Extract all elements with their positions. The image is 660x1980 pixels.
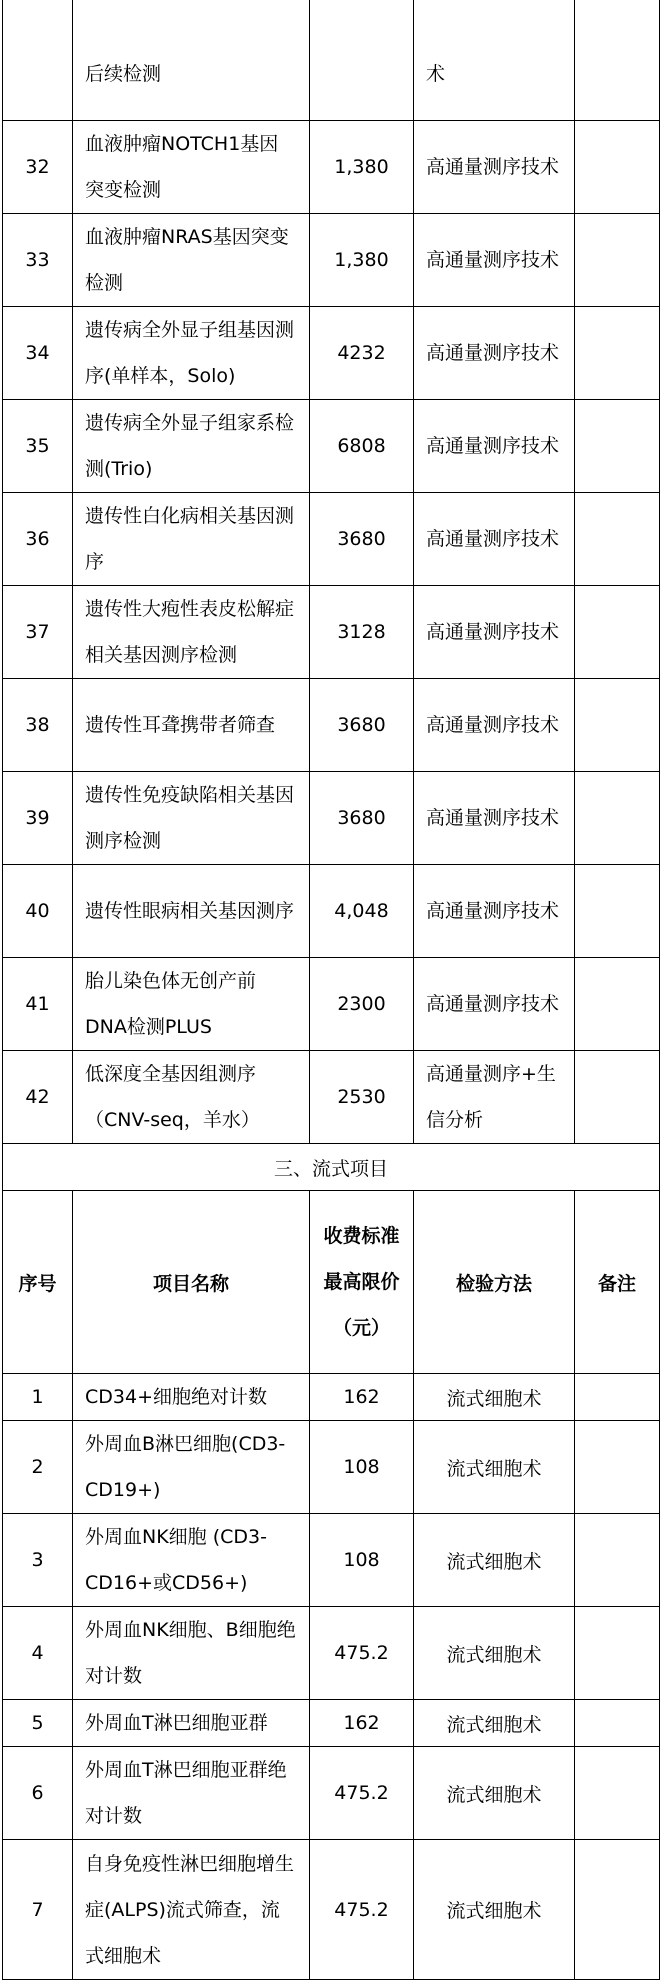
- table-row: [3, 1607, 660, 1700]
- row-number: 35: [3, 400, 73, 493]
- item-price: [310, 0, 414, 121]
- item-price: 4232: [310, 307, 414, 400]
- row-number: 34: [3, 307, 73, 400]
- price-table: [2, 0, 660, 1980]
- table-row: [3, 0, 660, 121]
- item-price: 3680: [310, 493, 414, 586]
- item-name: 遗传性大疱性表皮松解症相关基因测序检测: [73, 586, 310, 679]
- row-number: 32: [3, 121, 73, 214]
- item-price: 4,048: [310, 865, 414, 958]
- item-name: 遗传性免疫缺陷相关基因测序检测: [73, 772, 310, 865]
- item-price: 3680: [310, 772, 414, 865]
- item-price: 6808: [310, 400, 414, 493]
- item-method: 高通量测序+生信分析: [414, 1051, 575, 1144]
- item-method: 高通量测序技术: [414, 865, 575, 958]
- item-note: [575, 679, 660, 772]
- table-row: [3, 493, 660, 586]
- item-note: [575, 586, 660, 679]
- item-method: 流式细胞术: [414, 1747, 575, 1840]
- row-number: 1: [3, 1374, 73, 1421]
- item-note: [575, 400, 660, 493]
- row-number: 42: [3, 1051, 73, 1144]
- item-name: 遗传性白化病相关基因测序: [73, 493, 310, 586]
- item-name: 外周血NK细胞、B细胞绝对计数: [73, 1607, 310, 1700]
- table-row: [3, 121, 660, 214]
- item-price: 3680: [310, 679, 414, 772]
- table-header-row: [3, 1191, 660, 1374]
- item-price: 475.2: [310, 1840, 414, 1980]
- header-no: 序号: [3, 1191, 73, 1374]
- item-note: [575, 1051, 660, 1144]
- item-name: 胎儿染色体无创产前DNA检测PLUS: [73, 958, 310, 1051]
- row-number: 41: [3, 958, 73, 1051]
- item-note: [575, 1607, 660, 1700]
- item-method: 流式细胞术: [414, 1607, 575, 1700]
- item-price: 2530: [310, 1051, 414, 1144]
- item-method: 术: [414, 0, 575, 121]
- table-row: [3, 586, 660, 679]
- item-price: 1,380: [310, 214, 414, 307]
- item-note: [575, 0, 660, 121]
- item-price: 162: [310, 1374, 414, 1421]
- row-number: 40: [3, 865, 73, 958]
- item-price: 162: [310, 1700, 414, 1747]
- table-row: [3, 865, 660, 958]
- item-price: 475.2: [310, 1607, 414, 1700]
- item-name: CD34+细胞绝对计数: [73, 1374, 310, 1421]
- item-name: 后续检测: [73, 0, 310, 121]
- table-row: [3, 1421, 660, 1514]
- table-row: [3, 400, 660, 493]
- table-row: [3, 1051, 660, 1144]
- item-note: [575, 865, 660, 958]
- item-method: 流式细胞术: [414, 1700, 575, 1747]
- table-row: [3, 1514, 660, 1607]
- item-note: [575, 121, 660, 214]
- item-note: [575, 493, 660, 586]
- table-row: [3, 307, 660, 400]
- item-note: [575, 307, 660, 400]
- item-method: 高通量测序技术: [414, 958, 575, 1051]
- item-name: 遗传性耳聋携带者筛查: [73, 679, 310, 772]
- item-method: 高通量测序技术: [414, 586, 575, 679]
- table-row: [3, 1700, 660, 1747]
- row-number: 37: [3, 586, 73, 679]
- item-name: 遗传病全外显子组家系检测(Trio): [73, 400, 310, 493]
- table-row: [3, 1374, 660, 1421]
- item-method: 流式细胞术: [414, 1514, 575, 1607]
- item-price: 3128: [310, 586, 414, 679]
- item-method: 高通量测序技术: [414, 214, 575, 307]
- item-name: 外周血NK细胞 (CD3-CD16+或CD56+): [73, 1514, 310, 1607]
- item-note: [575, 1374, 660, 1421]
- item-note: [575, 1747, 660, 1840]
- item-method: 流式细胞术: [414, 1374, 575, 1421]
- table-row: [3, 214, 660, 307]
- item-name: 外周血B淋巴细胞(CD3-CD19+): [73, 1421, 310, 1514]
- item-note: [575, 772, 660, 865]
- header-name: 项目名称: [73, 1191, 310, 1374]
- table-row: [3, 1747, 660, 1840]
- item-note: [575, 958, 660, 1051]
- header-note: 备注: [575, 1191, 660, 1374]
- item-method: 高通量测序技术: [414, 493, 575, 586]
- item-price: 108: [310, 1421, 414, 1514]
- item-name: 外周血T淋巴细胞亚群绝对计数: [73, 1747, 310, 1840]
- row-number: 39: [3, 772, 73, 865]
- item-note: [575, 1840, 660, 1980]
- row-number: 2: [3, 1421, 73, 1514]
- row-number: 5: [3, 1700, 73, 1747]
- table-row: [3, 772, 660, 865]
- row-number: 7: [3, 1840, 73, 1980]
- item-price: 108: [310, 1514, 414, 1607]
- row-number: [3, 0, 73, 121]
- table-row: [3, 958, 660, 1051]
- item-note: [575, 1514, 660, 1607]
- item-name: 遗传性眼病相关基因测序: [73, 865, 310, 958]
- item-price: 475.2: [310, 1747, 414, 1840]
- table-row: [3, 1840, 660, 1980]
- row-number: 36: [3, 493, 73, 586]
- item-note: [575, 1421, 660, 1514]
- item-method: 高通量测序技术: [414, 772, 575, 865]
- row-number: 4: [3, 1607, 73, 1700]
- item-name: 血液肿瘤NRAS基因突变检测: [73, 214, 310, 307]
- header-fee: 收费标准最高限价（元）: [310, 1191, 414, 1374]
- header-method: 检验方法: [414, 1191, 575, 1374]
- item-name: 遗传病全外显子组基因测序(单样本，Solo): [73, 307, 310, 400]
- item-name: 自身免疫性淋巴细胞增生症(ALPS)流式筛查，流式细胞术: [73, 1840, 310, 1980]
- section-title: 三、流式项目: [3, 1144, 660, 1191]
- item-note: [575, 214, 660, 307]
- row-number: 33: [3, 214, 73, 307]
- item-method: 高通量测序技术: [414, 121, 575, 214]
- item-name: 低深度全基因组测序（CNV-seq，羊水）: [73, 1051, 310, 1144]
- item-name: 外周血T淋巴细胞亚群: [73, 1700, 310, 1747]
- item-method: 流式细胞术: [414, 1421, 575, 1514]
- item-price: 1,380: [310, 121, 414, 214]
- item-name: 血液肿瘤NOTCH1基因突变检测: [73, 121, 310, 214]
- item-note: [575, 1700, 660, 1747]
- item-method: 流式细胞术: [414, 1840, 575, 1980]
- row-number: 38: [3, 679, 73, 772]
- table-row: [3, 679, 660, 772]
- item-price: 2300: [310, 958, 414, 1051]
- row-number: 6: [3, 1747, 73, 1840]
- row-number: 3: [3, 1514, 73, 1607]
- item-method: 高通量测序技术: [414, 400, 575, 493]
- item-method: 高通量测序技术: [414, 307, 575, 400]
- section-title-row: [3, 1144, 660, 1191]
- item-method: 高通量测序技术: [414, 679, 575, 772]
